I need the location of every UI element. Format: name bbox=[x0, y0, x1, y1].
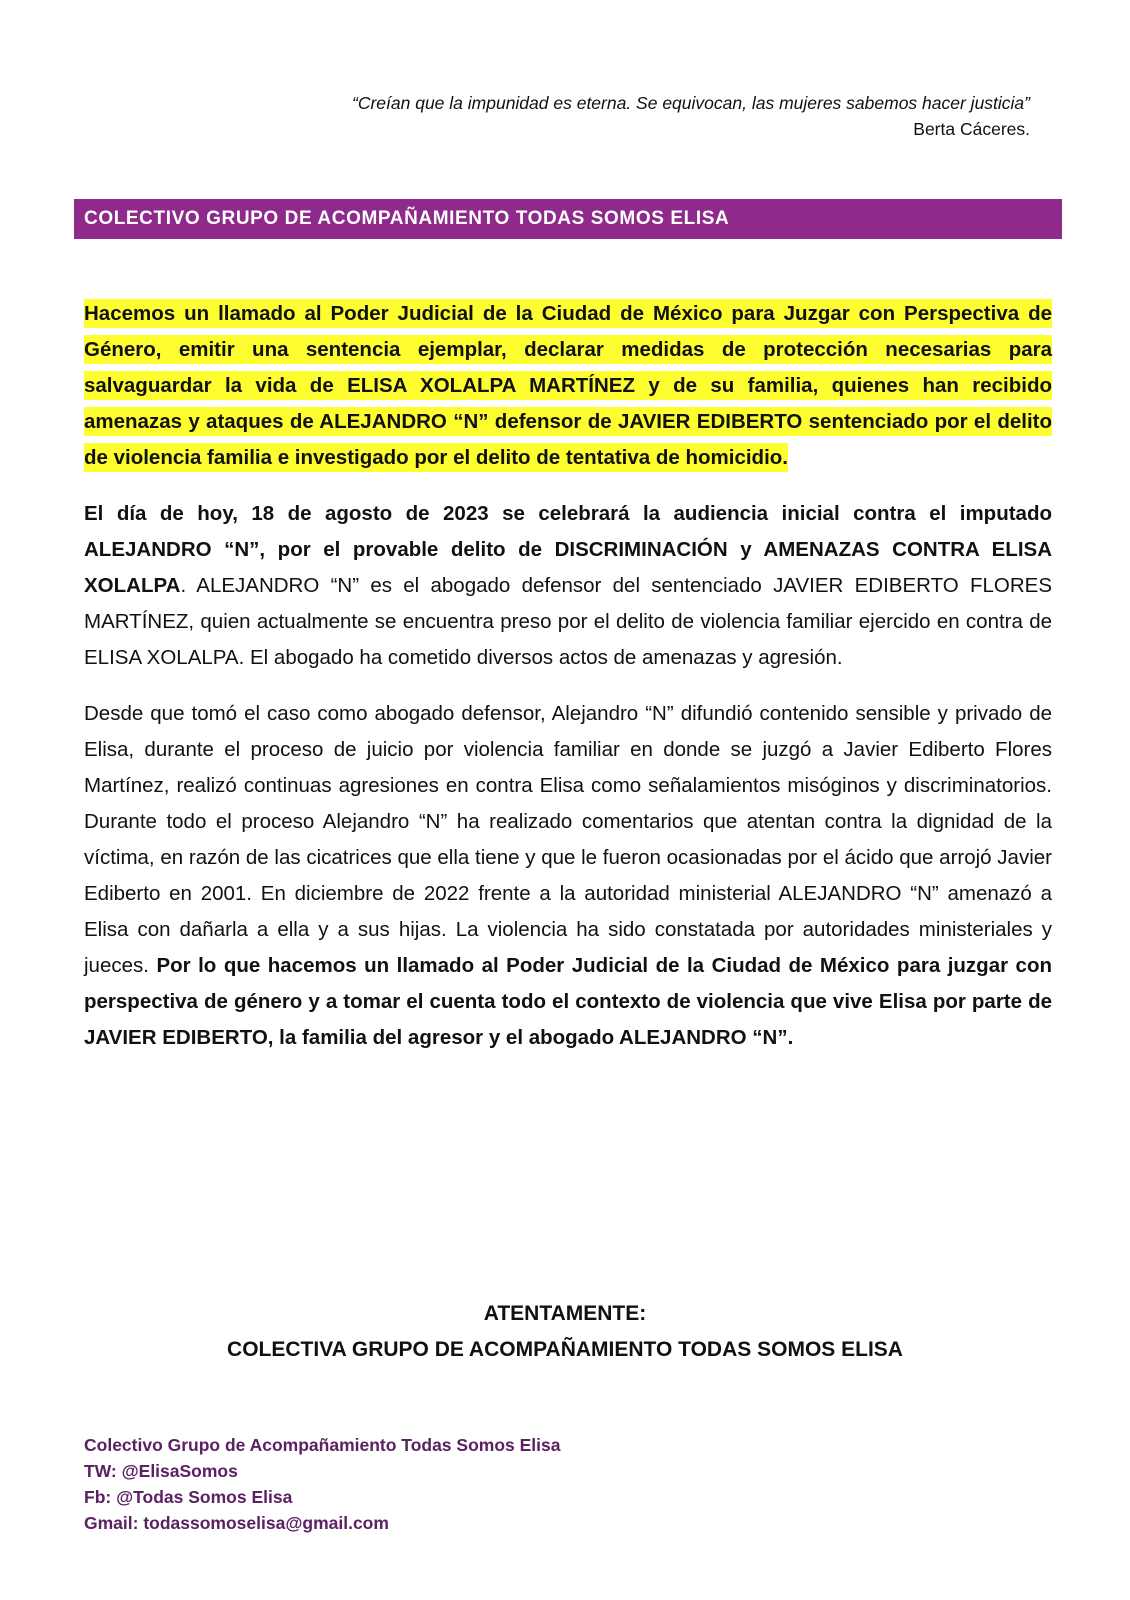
hearing-paragraph bbox=[84, 496, 1052, 676]
banner-title: COLECTIVO GRUPO DE ACOMPAÑAMIENTO TODAS SOMOS ELISA bbox=[84, 208, 730, 229]
epigraph bbox=[352, 90, 1030, 142]
call-paragraph bbox=[84, 296, 1052, 476]
context-bold-text: Por lo que hacemos un llamado al Poder Judicial de la Ciudad de México para juzgar con perspectiva de género y a tomar el cuenta todo el contexto de violencia que vive Elisa por parte de JAVIER EDIBERTO, la familia del agresor y el abogado ALEJANDRO “N”. bbox=[84, 954, 1053, 1049]
footer-gmail: Gmail: todassomoselisa@gmail.com bbox=[84, 1513, 389, 1533]
hearing-bold-text: El día de hoy, 18 de agosto de 2023 se celebrará la audiencia inicial contra el imputado ALEJANDRO “N”, por el provable delito de DISCRIMINACIÓN y AMENAZAS CONTRA ELISA XOLALPA bbox=[84, 502, 1052, 597]
contact-footer bbox=[84, 1432, 560, 1536]
epigraph-quote: “Creían que la impunidad es eterna. Se equivocan, las mujeres sabemos hacer justicia” bbox=[352, 93, 1030, 113]
closing-block bbox=[0, 1296, 1130, 1368]
context-paragraph bbox=[84, 696, 1052, 1056]
footer-org: Colectivo Grupo de Acompañamiento Todas Somos Elisa bbox=[84, 1435, 561, 1455]
epigraph-author: Berta Cáceres. bbox=[913, 119, 1030, 139]
closing-signature: COLECTIVA GRUPO DE ACOMPAÑAMIENTO TODAS SOMOS ELISA bbox=[227, 1338, 903, 1361]
footer-twitter: TW: @ElisaSomos bbox=[84, 1461, 238, 1481]
highlighted-call: Hacemos un llamado al Poder Judicial de la Ciudad de México para Juzgar con Perspectiva de Género, emitir una sentencia ejemplar, declarar medidas de protección necesarias para salvaguardar la vida de ELISA XOLALPA MARTÍNEZ y de su familia, quienes han recibido amenazas y ataques de ALEJANDRO “N” defensor de JAVIER EDIBERTO sentenciado por el delito de violencia familia e investigado por el delito de tentativa de homicidio. bbox=[84, 299, 1052, 472]
hearing-text: . ALEJANDRO “N” es el abogado defensor del sentenciado JAVIER EDIBERTO FLORES MARTÍNEZ, quien actualmente se encuentra preso por el delito de violencia familiar ejercido en contra de ELISA XOLALPA. El abogado ha cometido diversos actos de amenazas y agresión. bbox=[84, 574, 1052, 669]
footer-facebook: Fb: @Todas Somos Elisa bbox=[84, 1487, 293, 1507]
document-body bbox=[84, 296, 1052, 1076]
context-text: Desde que tomó el caso como abogado defensor, Alejandro “N” difundió contenido sensible y privado de Elisa, durante el proceso de juicio por violencia familiar en donde se juzgó a Javier Ediberto Flores Martínez, realizó continuas agresiones en contra Elisa como señalamientos misóginos y discriminatorios. Durante todo el proceso Alejandro “N” ha realizado comentarios que atentan contra la dignidad de la víctima, en razón de las cicatrices que ella tiene y que le fueron ocasionadas por el ácido que arrojó Javier Ediberto en 2001. En diciembre de 2022 frente a la autoridad ministerial ALEJANDRO “N” amenazó a Elisa con dañarla a ella y a sus hijas. La violencia ha sido constatada por autoridades ministeriales y jueces. bbox=[84, 702, 1052, 977]
closing-salutation: ATENTAMENTE: bbox=[483, 1302, 647, 1325]
title-banner bbox=[74, 199, 1062, 239]
